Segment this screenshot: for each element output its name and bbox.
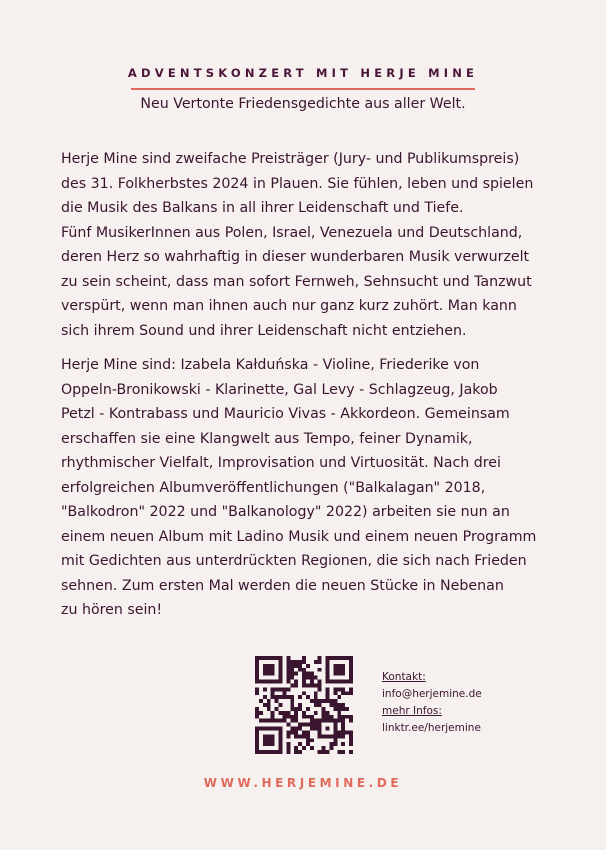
website-link[interactable]: WWW.HERJEMINE.DE bbox=[203, 776, 403, 790]
text-line: einem neuen Album mit Ladino Musik und einem neuen Programm bbox=[61, 528, 537, 545]
email-link[interactable]: info@herjemine.de bbox=[382, 688, 482, 700]
body-text bbox=[61, 147, 551, 633]
paragraph-members bbox=[61, 353, 551, 623]
text-line: Oppeln-Bronikowski - Klarinette, Gal Levy - Schlagzeug, Jakob bbox=[61, 381, 498, 398]
linktree-link[interactable]: linktr.ee/herjemine bbox=[382, 722, 481, 734]
text-line: verspürt, wenn man ihnen auch nur ganz kurz zuhört. Man kann bbox=[61, 298, 517, 314]
text-line: erfolgreichen Albumveröffentlichungen ("Balkalagan" 2018, bbox=[61, 479, 486, 496]
contact-block bbox=[382, 669, 482, 737]
text-line: sehnen. Zum ersten Mal werden die neuen Stücke in Nebenan bbox=[61, 577, 504, 594]
text-line: Herje Mine sind zweifache Preisträger (Jury- und Publikumspreis) bbox=[61, 151, 520, 167]
subtitle: Neu Vertonte Friedensgedichte aus aller Welt. bbox=[140, 96, 466, 112]
text-line: des 31. Folkherbstes 2024 in Plauen. Sie fühlen, leben und spielen bbox=[61, 175, 534, 192]
text-line: die Musik des Balkans in all ihrer Leidenschaft und Tiefe. bbox=[61, 200, 464, 216]
title-divider bbox=[131, 88, 475, 90]
text-line: rhythmischer Vielfalt, Improvisation und Virtuosität. Nach drei bbox=[61, 455, 501, 471]
text-line: "Balkodron" 2022 und "Balkanology" 2022) arbeiten sie nun an bbox=[61, 504, 510, 520]
contact-label: Kontakt: bbox=[382, 671, 426, 683]
text-line: Fünf MusikerInnen aus Polen, Israel, Venezuela und Deutschland, bbox=[61, 224, 523, 241]
qr-code[interactable] bbox=[255, 656, 353, 754]
text-line: Petzl - Kontrabass und Mauricio Vivas - Akkordeon. Gemeinsam bbox=[61, 406, 510, 422]
text-line: zu sein scheint, dass man sofort Fernweh, Sehnsucht und Tanzwut bbox=[61, 273, 532, 290]
page-title: ADVENTSKONZERT MIT HERJE MINE bbox=[127, 66, 479, 80]
more-info-label: mehr Infos: bbox=[382, 705, 442, 717]
text-line: Herje Mine sind: Izabela Kałduńska - Violine, Friederike von bbox=[61, 357, 480, 373]
text-line: erschaffen sie eine Klangwelt aus Tempo, feiner Dynamik, bbox=[61, 430, 473, 447]
paragraph-intro bbox=[61, 147, 551, 343]
text-line: mit Gedichten aus unterdrückten Regionen, die sich nach Frieden bbox=[61, 553, 527, 569]
text-line: deren Herz so wahrhaftig in dieser wunderbaren Musik verwurzelt bbox=[61, 249, 530, 265]
text-line: sich ihrem Sound und ihrer Leidenschaft nicht entziehen. bbox=[61, 322, 467, 339]
text-line: zu hören sein! bbox=[61, 602, 163, 618]
